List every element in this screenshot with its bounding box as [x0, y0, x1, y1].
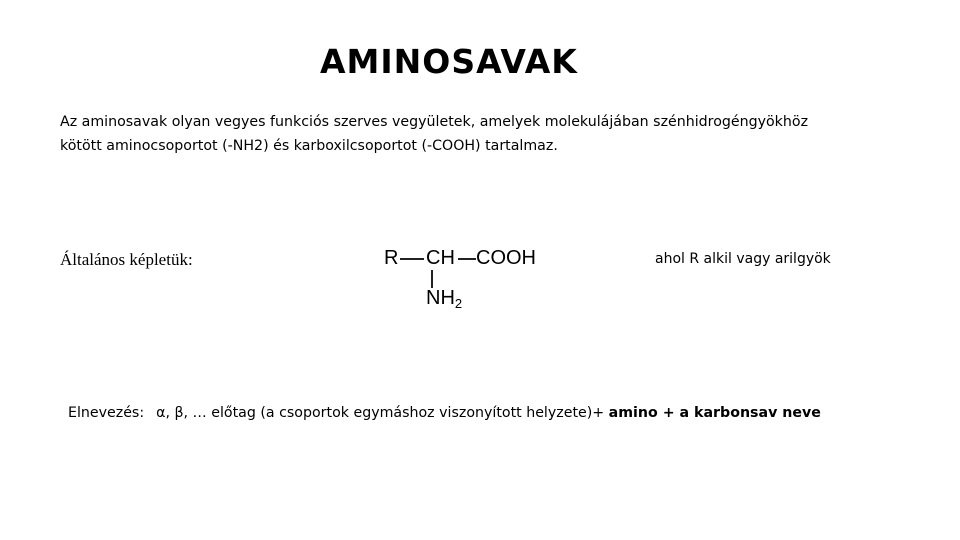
r-group-note: ahol R alkil vagy arilgyök: [655, 251, 831, 267]
formula-nh-subscript: 2: [454, 296, 463, 311]
formula-bond-r-ch: [400, 258, 424, 260]
naming-amino: amino: [608, 405, 658, 421]
definition-line-2: kötött aminocsoportot (-NH2) és karboxilcsoportot (-COOH) tartalmaz.: [60, 138, 558, 154]
structural-formula: [378, 240, 558, 320]
definition-line-1: Az aminosavak olyan vegyes funkciós szerves vegyületek, amelyek molekulájában szénhidrogéngyökhöz: [60, 114, 809, 130]
formula-cooh-group: COOH: [476, 247, 536, 269]
formula-ch-group: CH: [426, 247, 455, 269]
page-title: AMINOSAVAK: [320, 42, 578, 81]
formula-label: Általános képletük:: [60, 250, 193, 269]
naming-rule: [68, 405, 821, 421]
naming-label: Elnevezés:: [68, 405, 145, 421]
formula-bond-ch-nh2: [431, 270, 433, 288]
naming-plus: +: [657, 405, 680, 421]
naming-prefix: α, β, … előtag (a csoportok egymáshoz viszonyított helyzete)+: [156, 405, 609, 421]
formula-r-group: R: [384, 247, 399, 269]
formula-nh2-group: [426, 287, 463, 311]
naming-acid-name: a karbonsav neve: [679, 405, 821, 421]
definition-paragraph: [60, 110, 880, 158]
formula-nh-text: NH: [426, 287, 455, 309]
formula-bond-ch-cooh: [458, 258, 476, 260]
